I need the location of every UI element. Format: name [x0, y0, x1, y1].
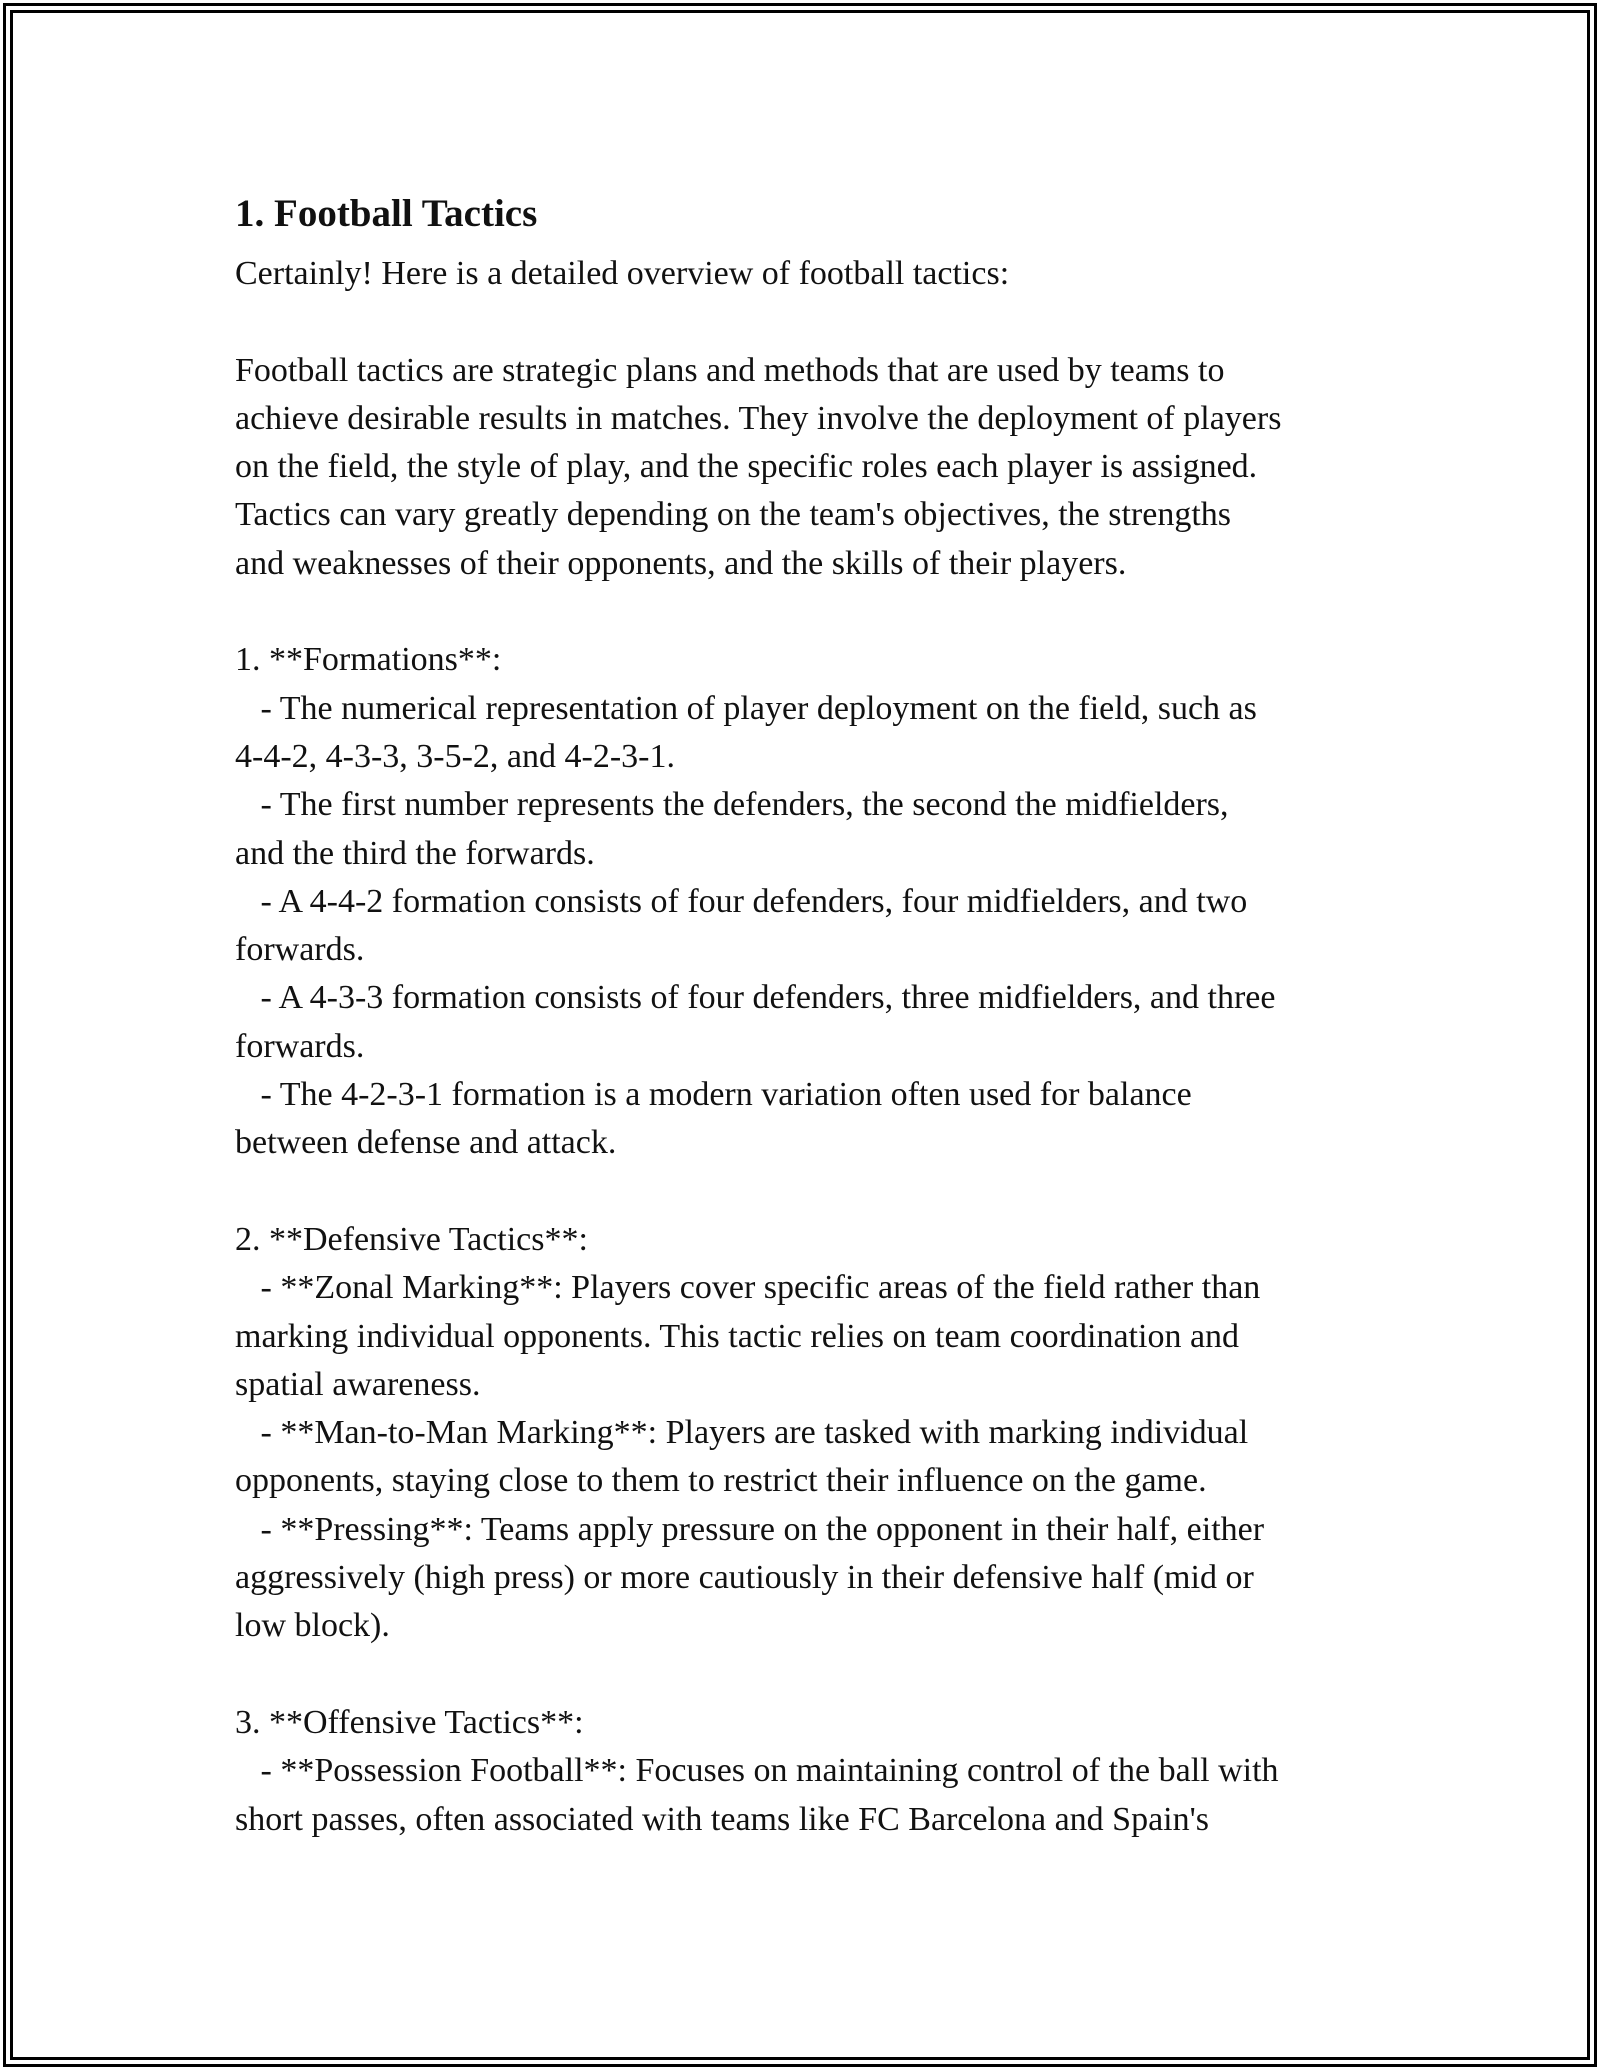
text-line: 3. **Offensive Tactics**: [235, 1703, 584, 1741]
document-text [235, 250, 1415, 1844]
document-title: 1. Football Tactics [235, 192, 538, 235]
paragraph-gap [235, 298, 1415, 346]
text-line: on the field, the style of play, and the specific roles each player is assigned. [235, 448, 1258, 486]
text-line: opponents, staying close to them to restrict their influence on the game. [235, 1462, 1207, 1500]
paragraph-gap [235, 1168, 1415, 1216]
text-line: - **Pressing**: Teams apply pressure on the opponent in their half, either [235, 1510, 1265, 1548]
text-line: and the third the forwards. [235, 834, 595, 872]
text-line: - A 4-4-2 formation consists of four defenders, four midfielders, and two [235, 882, 1248, 920]
text-line: - **Man-to-Man Marking**: Players are tasked with marking individual [235, 1414, 1249, 1452]
paragraph-gap [235, 1651, 1415, 1699]
document-body [235, 184, 1415, 1844]
text-line: Certainly! Here is a detailed overview of football tactics: [235, 255, 1010, 292]
text-line: - **Possession Football**: Focuses on maintaining control of the ball with [235, 1752, 1279, 1790]
text-line: - A 4-3-3 formation consists of four defenders, three midfielders, and three [235, 979, 1276, 1017]
text-line: Tactics can vary greatly depending on the team's objectives, the strengths [235, 496, 1232, 534]
text-line: spatial awareness. [235, 1365, 481, 1403]
text-line: - **Zonal Marking**: Players cover specific areas of the field rather than [235, 1269, 1261, 1307]
text-line: low block). [235, 1607, 390, 1645]
text-line: - The numerical representation of player deployment on the field, such as [235, 689, 1257, 727]
text-line: Football tactics are strategic plans and methods that are used by teams to [235, 351, 1225, 389]
text-line: short passes, often associated with teams like FC Barcelona and Spain's [235, 1800, 1209, 1838]
text-line: forwards. [235, 931, 365, 969]
text-line: 1. **Formations**: [235, 641, 502, 679]
text-line: achieve desirable results in matches. They involve the deployment of players [235, 399, 1282, 437]
text-line: and weaknesses of their opponents, and the skills of their players. [235, 544, 1127, 582]
text-line: - The first number represents the defenders, the second the midfielders, [235, 786, 1229, 824]
paragraph-gap [235, 588, 1415, 636]
text-line: marking individual opponents. This tactic relies on team coordination and [235, 1317, 1240, 1355]
text-line: - The 4-2-3-1 formation is a modern variation often used for balance [235, 1076, 1192, 1114]
text-line: 4-4-2, 4-3-3, 3-5-2, and 4-2-3-1. [235, 737, 675, 775]
text-line: aggressively (high press) or more cautiously in their defensive half (mid or [235, 1559, 1254, 1597]
text-line: forwards. [235, 1027, 365, 1065]
text-line: 2. **Defensive Tactics**: [235, 1220, 588, 1258]
text-line: between defense and attack. [235, 1124, 617, 1162]
